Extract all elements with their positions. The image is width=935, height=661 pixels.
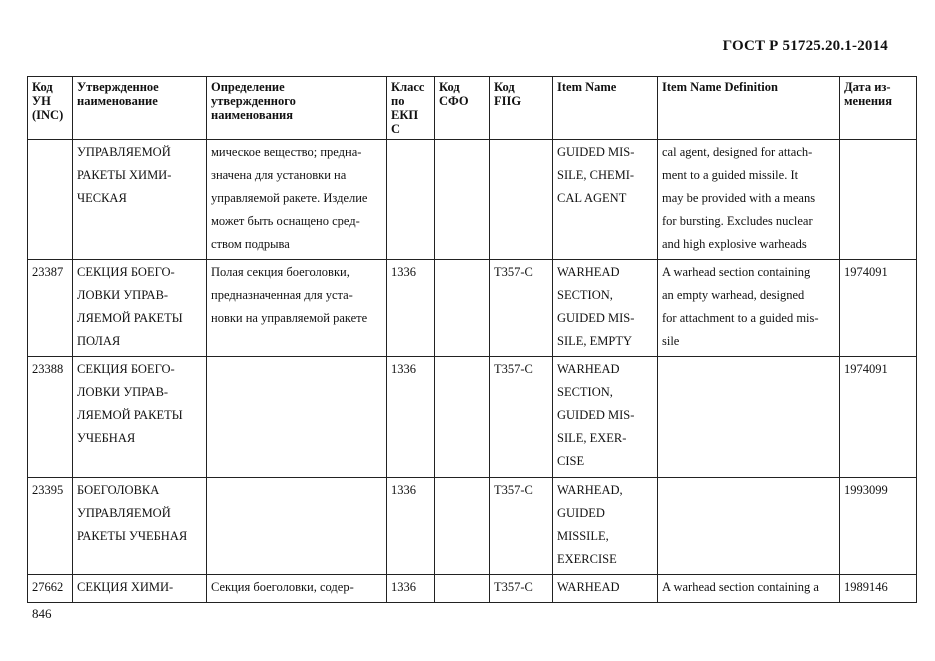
cell-line: УН — [32, 94, 51, 108]
cell-item-name-definition — [658, 357, 840, 478]
cell-line: WARHEAD — [557, 580, 620, 594]
cell-item-name-definition — [658, 478, 840, 575]
column-header-item-name — [553, 77, 658, 140]
column-header-definition — [207, 77, 387, 140]
table-row — [28, 140, 917, 260]
cell-change-date — [840, 140, 917, 260]
cell-inc: 23387 — [28, 260, 73, 357]
cell-inc — [28, 140, 73, 260]
table-header-row — [28, 77, 917, 140]
cell-line: Класс — [391, 80, 425, 94]
cell-line: ПОЛАЯ — [77, 334, 121, 348]
cell-line: ЛОВКИ УПРАВ- — [77, 385, 169, 399]
cell-line: ством подрыва — [211, 237, 290, 251]
cell-line: УПРАВЛЯЕМОЙ — [77, 145, 171, 159]
cell-line: CISE — [557, 454, 585, 468]
cell-line: СФО — [439, 94, 469, 108]
catalog-table — [27, 76, 917, 603]
cell-item-name — [553, 140, 658, 260]
cell-line: наименования — [211, 108, 294, 122]
cell-line: значена для установки на — [211, 168, 347, 182]
cell-line: С — [391, 122, 401, 136]
column-header-approved-name — [73, 77, 207, 140]
cell-line: GUIDED MIS- — [557, 311, 635, 325]
column-header-sfo-code — [435, 77, 490, 140]
column-header-inc — [28, 77, 73, 140]
cell-item-name — [553, 357, 658, 478]
cell-line: Определение — [211, 80, 285, 94]
cell-line: Утвержденное — [77, 80, 159, 94]
cell-ekps-class — [387, 140, 435, 260]
cell-line: SECTION, — [557, 288, 613, 302]
cell-sfo-code — [435, 575, 490, 603]
cell-line: утвержденного — [211, 94, 296, 108]
cell-line: мическое вещество; предна- — [211, 145, 362, 159]
cell-line: Item Name — [557, 80, 617, 94]
cell-definition — [207, 478, 387, 575]
cell-definition — [207, 575, 387, 603]
cell-line: по — [391, 94, 405, 108]
cell-line: GUIDED MIS- — [557, 408, 635, 422]
table-row — [28, 260, 917, 357]
cell-ekps-class: 1336 — [387, 357, 435, 478]
cell-approved-name — [73, 260, 207, 357]
cell-fiig-code: T357-C — [490, 478, 553, 575]
cell-line: ЛЯЕМОЙ РАКЕТЫ — [77, 408, 183, 422]
cell-line: Дата из- — [844, 80, 891, 94]
cell-item-name — [553, 478, 658, 575]
cell-inc: 23388 — [28, 357, 73, 478]
cell-line: WARHEAD — [557, 362, 620, 376]
cell-line: SILE, CHEMI- — [557, 168, 635, 182]
cell-line: SILE, EMPTY — [557, 334, 632, 348]
cell-line: СЕКЦИЯ БОЕГО- — [77, 265, 175, 279]
cell-line: БОЕГОЛОВКА — [77, 483, 160, 497]
cell-fiig-code: T357-C — [490, 357, 553, 478]
cell-line: Код — [32, 80, 53, 94]
cell-line: CAL AGENT — [557, 191, 627, 205]
cell-line: СЕКЦИЯ ХИМИ- — [77, 580, 174, 594]
cell-line: FIIG — [494, 94, 522, 108]
cell-item-name — [553, 260, 658, 357]
cell-line: ЧЕСКАЯ — [77, 191, 127, 205]
table-row — [28, 478, 917, 575]
cell-line: SECTION, — [557, 385, 613, 399]
cell-line: ЕКП — [391, 108, 419, 122]
column-header-fiig-code — [490, 77, 553, 140]
cell-line: for bursting. Excludes nuclear — [662, 214, 813, 228]
cell-line: WARHEAD — [557, 265, 620, 279]
cell-line: Код — [439, 80, 460, 94]
cell-line: Item Name Definition — [662, 80, 778, 94]
cell-sfo-code — [435, 140, 490, 260]
cell-line: ЛОВКИ УПРАВ- — [77, 288, 169, 302]
cell-ekps-class: 1336 — [387, 260, 435, 357]
cell-line: for attachment to a guided mis- — [662, 311, 819, 325]
cell-approved-name — [73, 357, 207, 478]
cell-line: MISSILE, — [557, 529, 609, 543]
cell-line: УЧЕБНАЯ — [77, 431, 136, 445]
table-row — [28, 357, 917, 478]
cell-line: sile — [662, 334, 680, 348]
cell-line: РАКЕТЫ ХИМИ- — [77, 168, 172, 182]
cell-line: GUIDED MIS- — [557, 145, 635, 159]
column-header-ekps-class — [387, 77, 435, 140]
cell-line: новки на управляемой ракете — [211, 311, 368, 325]
cell-line: may be provided with a means — [662, 191, 816, 205]
cell-line: (INC) — [32, 108, 64, 122]
cell-line: cal agent, designed for attach- — [662, 145, 813, 159]
cell-ekps-class: 1336 — [387, 575, 435, 603]
cell-line: предназначенная для уста- — [211, 288, 353, 302]
cell-approved-name — [73, 575, 207, 603]
cell-line: WARHEAD, — [557, 483, 623, 497]
cell-line: SILE, EXER- — [557, 431, 627, 445]
cell-line: GUIDED — [557, 506, 605, 520]
cell-line: СЕКЦИЯ БОЕГО- — [77, 362, 175, 376]
cell-line: an empty warhead, designed — [662, 288, 805, 302]
column-header-item-name-definition — [658, 77, 840, 140]
cell-line: Секция боеголовки, содер- — [211, 580, 354, 594]
cell-fiig-code: T357-C — [490, 575, 553, 603]
cell-change-date: 1974091 — [840, 357, 917, 478]
cell-ekps-class: 1336 — [387, 478, 435, 575]
cell-line: наименование — [77, 94, 158, 108]
cell-definition — [207, 260, 387, 357]
cell-inc: 27662 — [28, 575, 73, 603]
cell-item-name-definition — [658, 575, 840, 603]
cell-change-date: 1974091 — [840, 260, 917, 357]
cell-approved-name — [73, 478, 207, 575]
cell-inc: 23395 — [28, 478, 73, 575]
cell-line: менения — [844, 94, 892, 108]
cell-line: УПРАВЛЯЕМОЙ — [77, 506, 171, 520]
cell-definition — [207, 357, 387, 478]
standard-number: ГОСТ Р 51725.20.1-2014 — [722, 38, 888, 54]
column-header-change-date — [840, 77, 917, 140]
cell-line: управляемой ракете. Изделие — [211, 191, 368, 205]
cell-line: and high explosive warheads — [662, 237, 807, 251]
cell-line: EXERCISE — [557, 552, 617, 566]
cell-fiig-code: T357-C — [490, 260, 553, 357]
cell-sfo-code — [435, 357, 490, 478]
cell-change-date: 1993099 — [840, 478, 917, 575]
cell-approved-name — [73, 140, 207, 260]
cell-line: Код — [494, 80, 515, 94]
cell-sfo-code — [435, 260, 490, 357]
cell-fiig-code — [490, 140, 553, 260]
cell-sfo-code — [435, 478, 490, 575]
cell-item-name — [553, 575, 658, 603]
table-row — [28, 575, 917, 603]
cell-line: РАКЕТЫ УЧЕБНАЯ — [77, 529, 188, 543]
cell-line: ЛЯЕМОЙ РАКЕТЫ — [77, 311, 183, 325]
cell-line: может быть оснащено сред- — [211, 214, 360, 228]
cell-item-name-definition — [658, 140, 840, 260]
cell-line: ment to a guided missile. It — [662, 168, 799, 182]
cell-line: A warhead section containing a — [662, 580, 819, 594]
cell-item-name-definition — [658, 260, 840, 357]
cell-change-date: 1989146 — [840, 575, 917, 603]
cell-definition — [207, 140, 387, 260]
page-number: 846 — [32, 606, 52, 621]
cell-line: A warhead section containing — [662, 265, 811, 279]
cell-line: Полая секция боеголовки, — [211, 265, 350, 279]
